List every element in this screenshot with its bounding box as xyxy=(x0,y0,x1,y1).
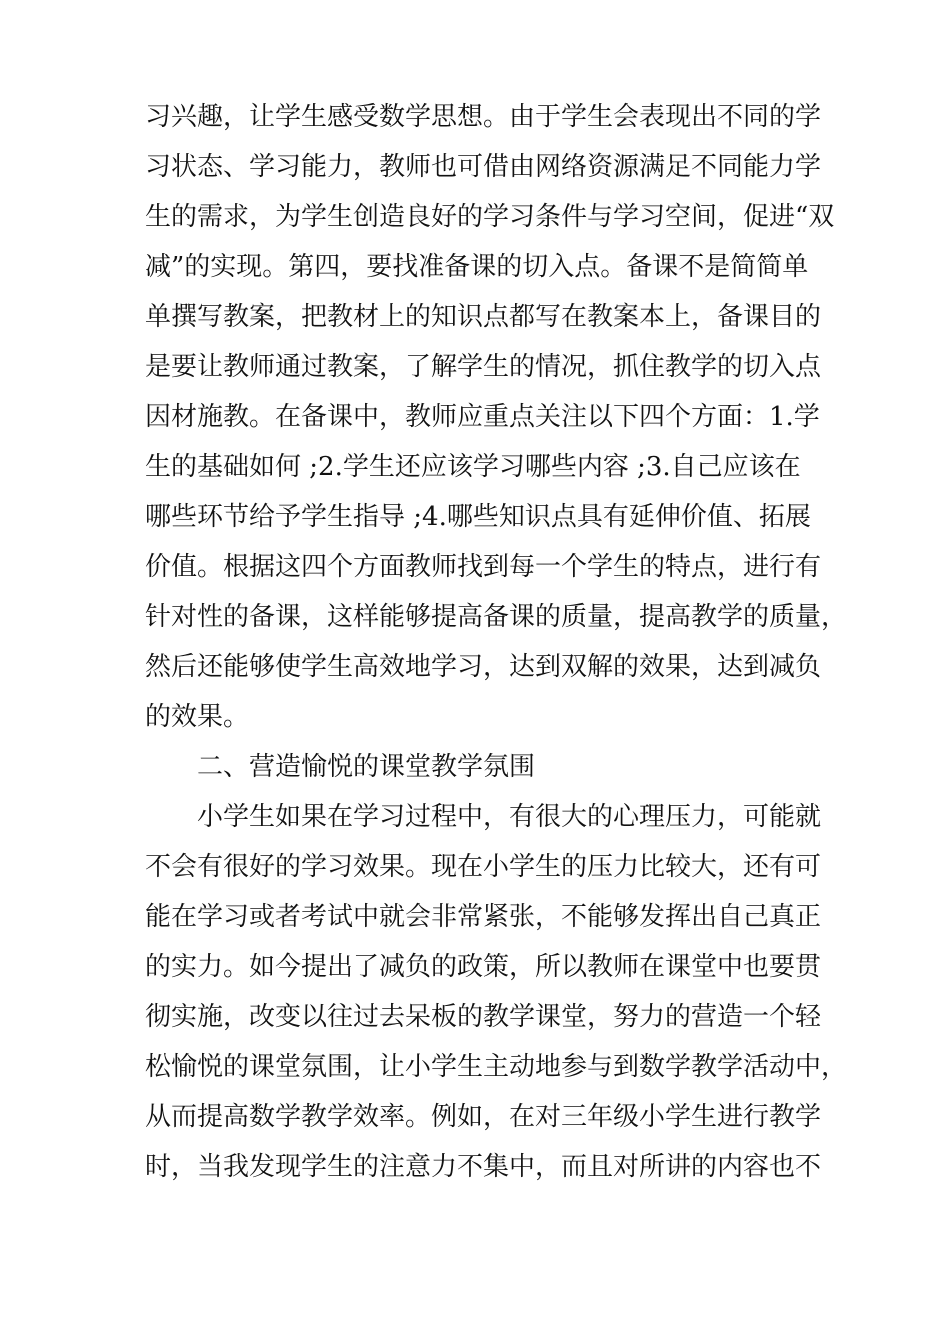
text-line: 能在学习或者考试中就会非常紧张，不能够发挥出自己真正 xyxy=(145,902,822,932)
text-line: 价值。根据这四个方面教师找到每一个学生的特点，进行有 xyxy=(145,552,822,582)
text-line: 因材施教。在备课中，教师应重点关注以下四个方面：1.学 xyxy=(145,402,820,432)
text-line: 不会有很好的学习效果。现在小学生的压力比较大，还有可 xyxy=(145,852,822,882)
text-line: 针对性的备课，这样能够提高备课的质量，提高教学的质量， xyxy=(145,602,848,632)
text-line: 哪些环节给予学生指导 ;4.哪些知识点具有延伸价值、拓展 xyxy=(145,502,811,532)
text-line: 生的基础如何 ;2.学生还应该学习哪些内容 ;3.自己应该在 xyxy=(145,452,801,482)
section-heading: 二、营造愉悦的课堂教学氛围 xyxy=(197,752,536,782)
text-line: 的实力。如今提出了减负的政策，所以教师在课堂中也要贯 xyxy=(145,952,822,982)
text-line: 是要让教师通过教案，了解学生的情况，抓住教学的切入点 xyxy=(145,352,822,382)
text-line: 时，当我发现学生的注意力不集中，而且对所讲的内容也不 xyxy=(145,1152,822,1182)
text-line: 然后还能够使学生高效地学习，达到双解的效果，达到减负 xyxy=(145,652,822,682)
text-line: 彻实施，改变以往过去呆板的教学课堂，努力的营造一个轻 xyxy=(145,1002,822,1032)
text-line: 单撰写教案，把教材上的知识点都写在教案本上，备课目的 xyxy=(145,302,822,332)
text-line: 习兴趣，让学生感受数学思想。由于学生会表现出不同的学 xyxy=(145,102,822,132)
text-line: 小学生如果在学习过程中，有很大的心理压力，可能就 xyxy=(197,802,822,832)
text-line: 从而提高数学教学效率。例如，在对三年级小学生进行教学 xyxy=(145,1102,822,1132)
text-line: 生的需求，为学生创造良好的学习条件与学习空间，促进“双 xyxy=(145,202,835,232)
text-line: 的效果。 xyxy=(145,702,250,732)
text-line: 减”的实现。第四，要找准备课的切入点。备课不是简简单 xyxy=(145,252,809,282)
text-line: 习状态、学习能力，教师也可借由网络资源满足不同能力学 xyxy=(145,152,822,182)
text-line: 松愉悦的课堂氛围，让小学生主动地参与到数学教学活动中， xyxy=(145,1052,848,1082)
